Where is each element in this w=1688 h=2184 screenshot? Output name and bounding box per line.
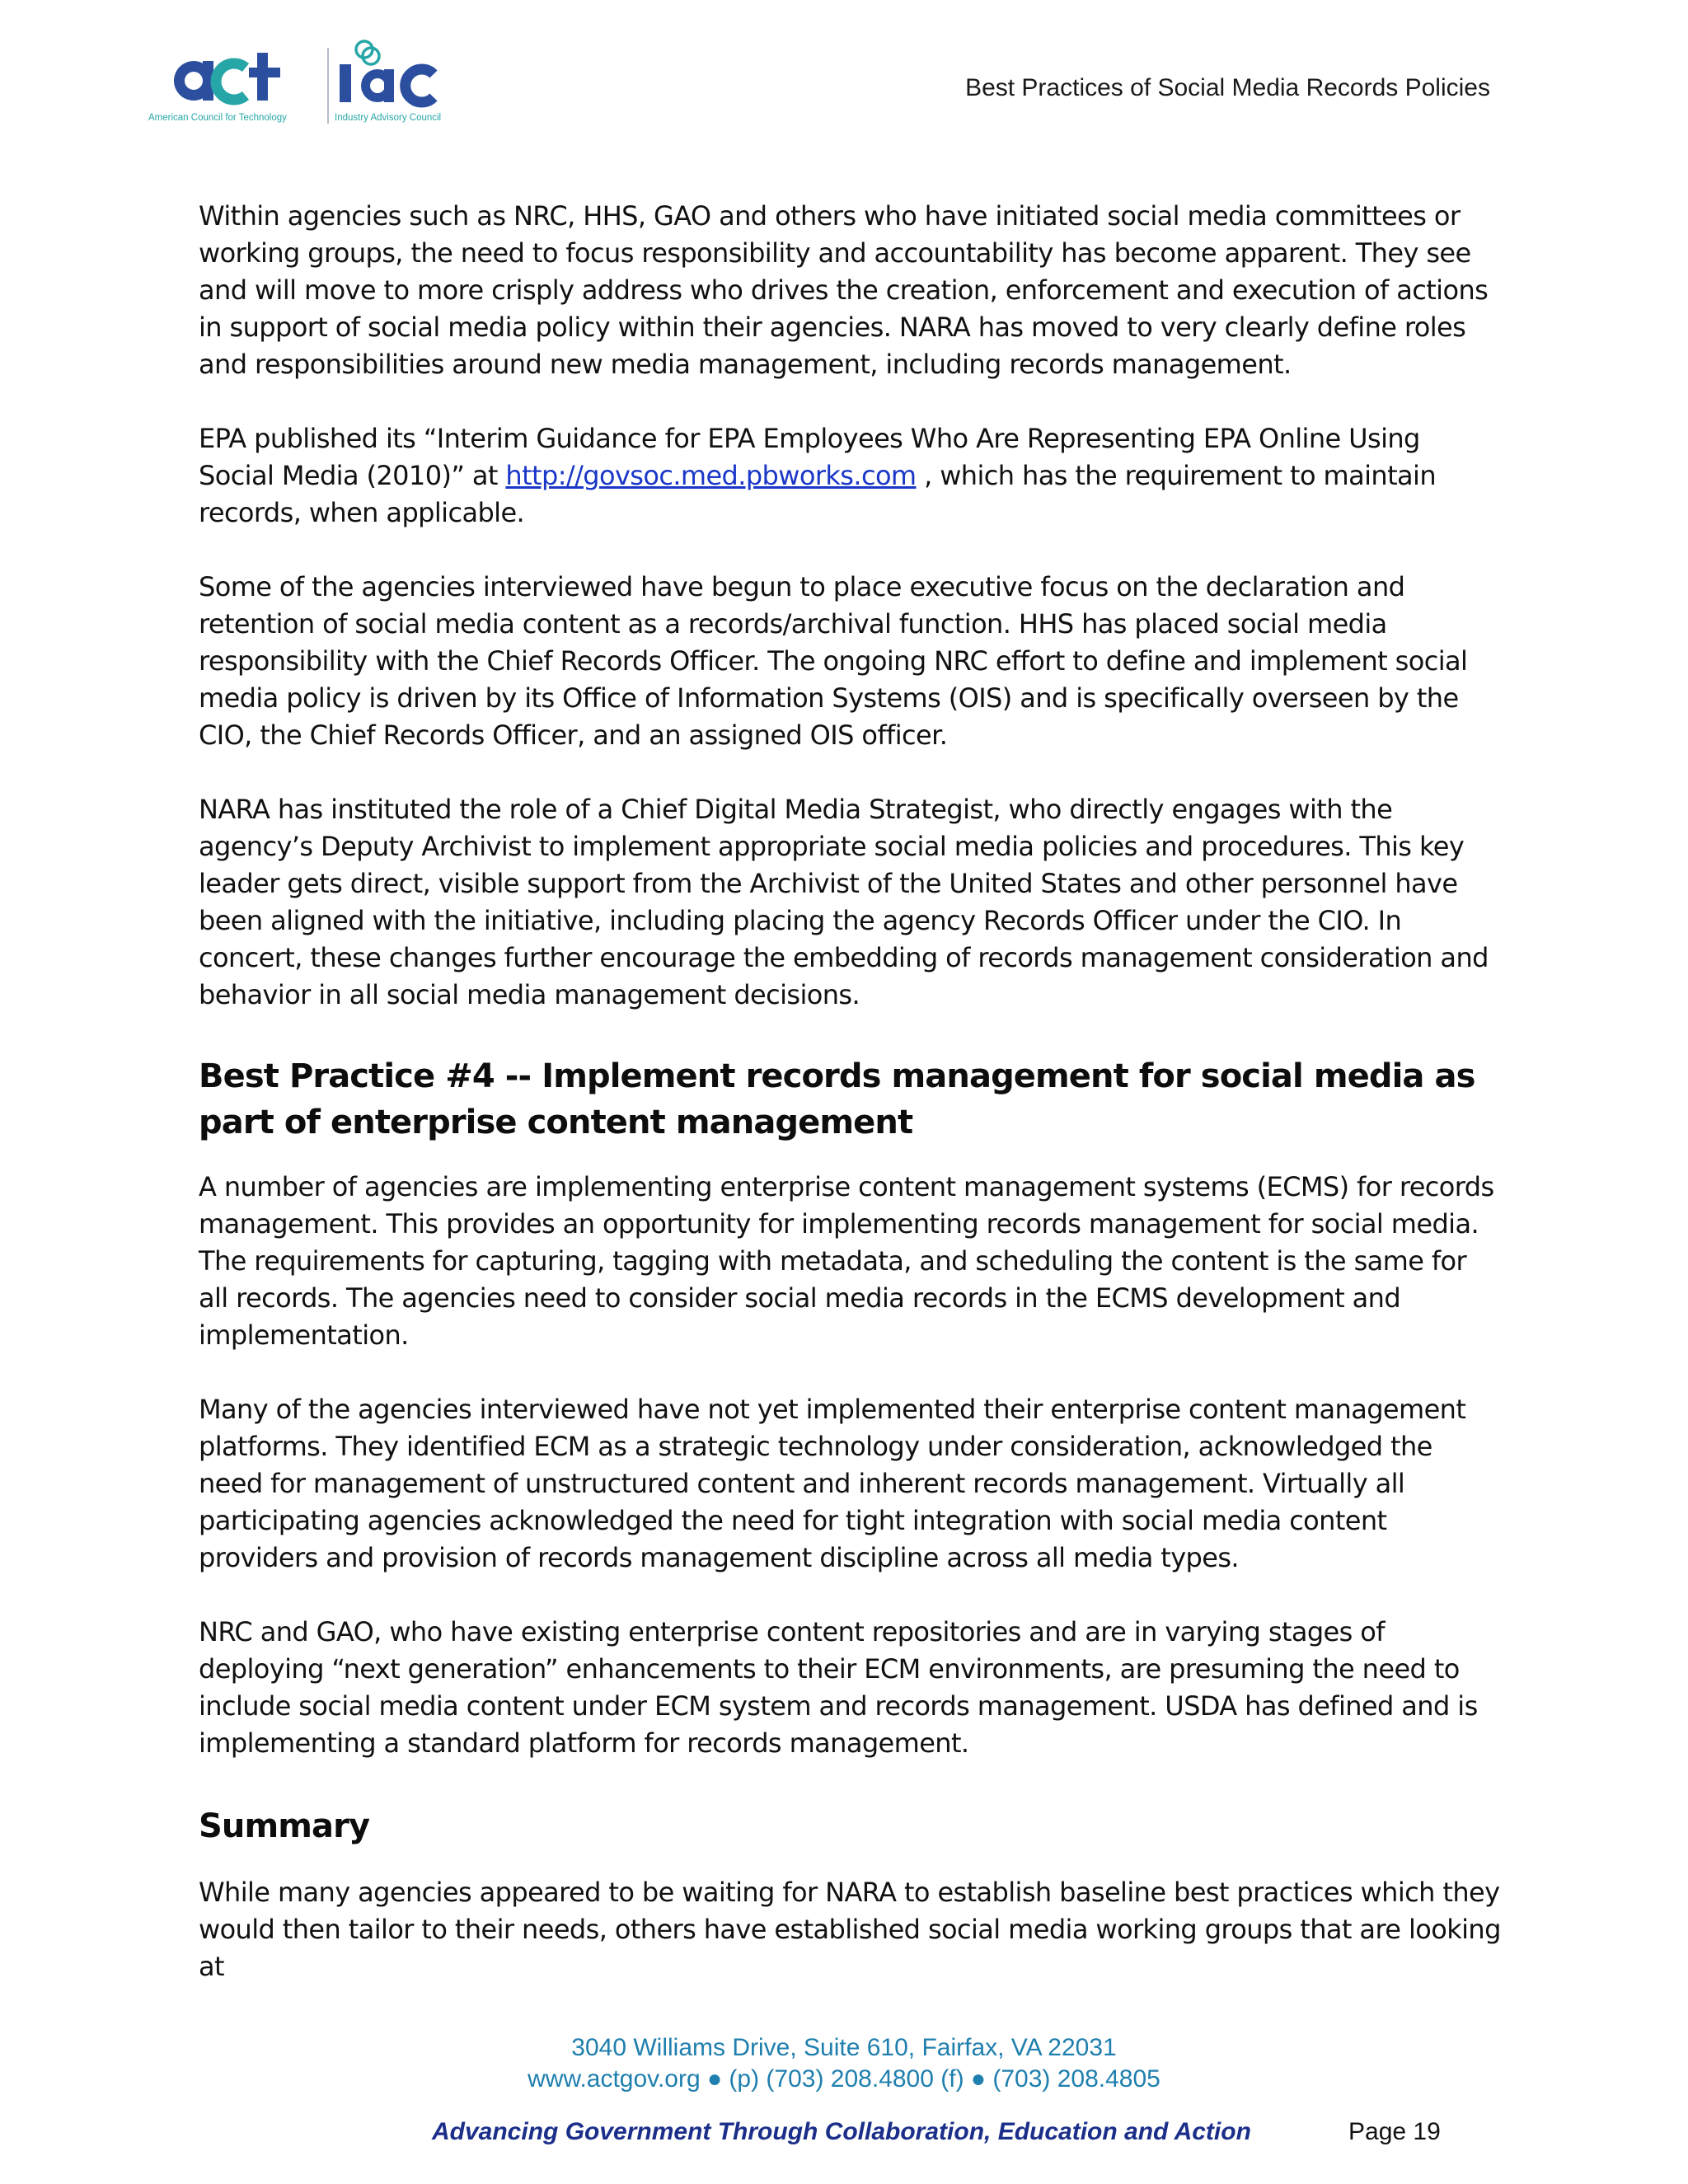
iac-logo-caption: Industry Advisory Council: [335, 113, 442, 123]
section-heading-summary: Summary: [199, 1807, 370, 1845]
paragraph-epa-guidance: [199, 420, 1501, 532]
paragraph-epa-text-end: , which has the requirement to maintain records, when applicable.: [199, 460, 1437, 528]
paragraph-epa-text: EPA published its “Interim Guidance for EPA Employees Who Are Representing EPA Online Using Social Media (2010)” at: [199, 423, 1420, 491]
act-logo-icon: [174, 53, 280, 101]
footer-contact: www.actgov.org ● (p) (703) 208.4800 (f) ● (703) 208.4805: [528, 2065, 1160, 2093]
paragraph-nara-strategist: NARA has instituted the role of a Chief Digital Media Strategist, who directly engages with the agency’s Deputy Archivist to implement appropriate social media policies and procedures. This key leader gets direct, visible support from the Archivist of the United States and other personnel have been aligned with the initiative, including placing the agency Records Officer under the CIO. In concert, these changes further encourage the embedding of records management consideration and behavior in all social media management decisions.: [199, 794, 1489, 1010]
section-heading-best-practice-4: Best Practice #4 -- Implement records management for social media as part of enterprise content management: [199, 1057, 1475, 1141]
paragraph-summary: While many agencies appeared to be waiting for NARA to establish baseline best practices which they would then tailor to their needs, others have established social media working groups that are looking at: [199, 1877, 1501, 1982]
paragraph-ecms: A number of agencies are implementing enterprise content management systems (ECMS) for records management. This provides an opportunity for implementing records management for social media. The requirements for capturing, tagging with metadata, and scheduling the content is the same for all records. The agencies need to consider social media records in the ECMS development and implementation.: [199, 1171, 1494, 1351]
paragraph-executive-focus: Some of the agencies interviewed have begun to place executive focus on the declaration and retention of social media content as a records/archival function. HHS has placed social media responsibility with the Chief Records Officer. The ongoing NRC effort to define and implement social media policy is driven by its Office of Information Systems (OIS) and is specifically overseen by the CIO, the Chief Records Officer, and an assigned OIS officer.: [199, 571, 1468, 751]
act-iac-logo: [148, 31, 478, 138]
paragraph-responsibility: Within agencies such as NRC, HHS, GAO and others who have initiated social media committees or working groups, the need to focus responsibility and accountability has become apparent. They see and will move to more crisply address who drives the creation, enforcement and execution of actions in support of social media policy within their agencies. NARA has moved to very clearly define roles and responsibilities around new media management, including records management.: [199, 200, 1489, 380]
paragraph-nrc-gao: NRC and GAO, who have existing enterprise content repositories and are in varying stages of deploying “next generation” enhancements to their ECM environments, are presuming the need to include social media content under ECM system and records management. USDA has defined and is implementing a standard platform for records management.: [199, 1616, 1478, 1759]
page-body: [199, 198, 1501, 1985]
footer-tagline: Advancing Government Through Collaboration, Education and Action: [432, 2118, 1251, 2145]
header-logos: [148, 31, 478, 138]
page-number: Page 19: [1348, 2118, 1441, 2145]
document-header-title: Best Practices of Social Media Records Policies: [965, 74, 1490, 101]
govsoc-link[interactable]: http://govsoc.med.pbworks.com: [505, 460, 917, 491]
paragraph-ecm-platforms: Many of the agencies interviewed have not yet implemented their enterprise content management platforms. They identified ECM as a strategic technology under consideration, acknowledged the need for management of unstructured content and inherent records management. Virtually all participating agencies acknowledged the need for tight integration with social media content providers and provision of records management discipline across all media types.: [199, 1394, 1466, 1573]
iac-logo-icon: [340, 41, 434, 102]
act-logo-caption: American Council for Technology: [148, 113, 287, 123]
footer-address: 3040 Williams Drive, Suite 610, Fairfax, VA 22031: [571, 2034, 1117, 2061]
